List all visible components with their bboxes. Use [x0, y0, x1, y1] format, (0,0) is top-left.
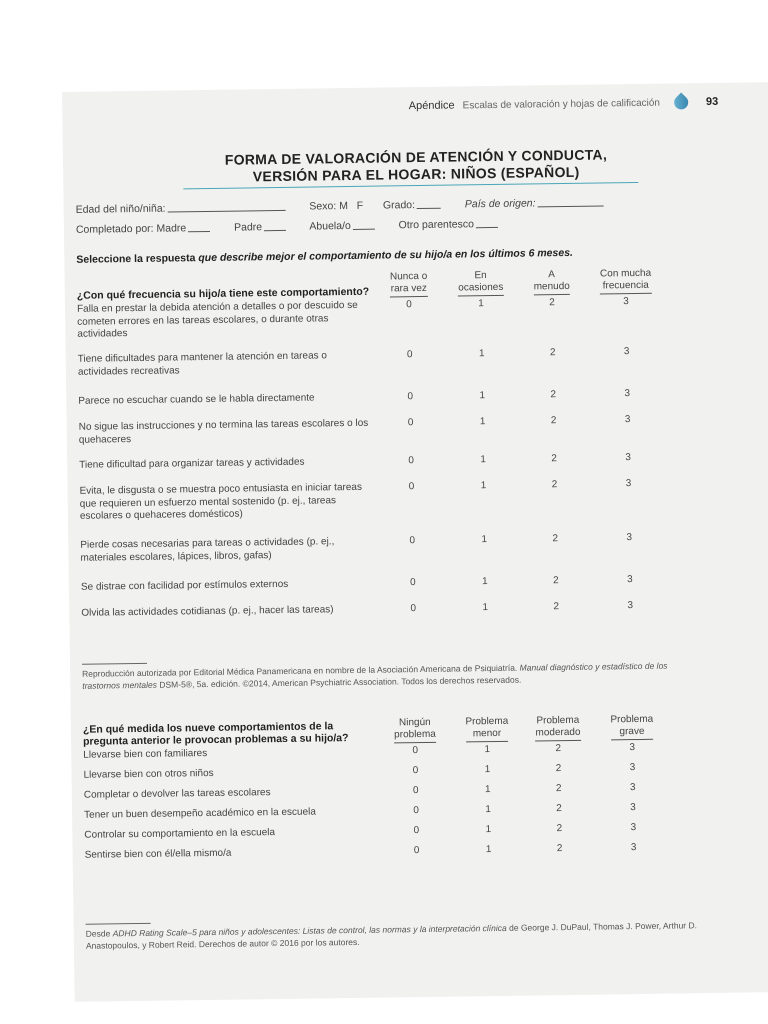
- copyright-note-dsm: [82, 659, 706, 692]
- impairment-score-option[interactable]: 0: [412, 765, 419, 777]
- frequency-score-option[interactable]: 2: [552, 533, 559, 545]
- impairment-score-option[interactable]: 2: [556, 803, 562, 815]
- impairment-score-option[interactable]: 2: [555, 783, 562, 795]
- frequency-score-option[interactable]: 3: [623, 296, 629, 308]
- frequency-score-option[interactable]: 0: [409, 535, 416, 547]
- country-label: País de origen:: [464, 197, 536, 211]
- instructions: [76, 245, 710, 266]
- frequency-score-option[interactable]: 1: [478, 348, 485, 360]
- frequency-score-option[interactable]: 1: [479, 390, 486, 402]
- frequency-score-option[interactable]: 2: [550, 415, 557, 427]
- frequency-item-text: Evita, le disgusta o se muestra poco entusiasta en iniciar tareas que requieren un esfuerzo mental sostenido (p. ej., tareas escolares o quehaceres domésticos): [79, 481, 363, 522]
- frequency-score-option[interactable]: 3: [623, 346, 630, 358]
- form-page: [62, 82, 768, 1002]
- header-subtitle: Escalas de valoración y hojas de calificación: [462, 97, 661, 111]
- impairment-header-col-3: Problema grave: [591, 714, 673, 743]
- frequency-score-option[interactable]: 3: [625, 452, 632, 464]
- frequency-score-option[interactable]: 3: [627, 600, 634, 612]
- impairment-header-col-1: Problema menor: [449, 716, 525, 745]
- impairment-question: ¿En qué medida los nueve comportamientos de la pregunta anterior le provocan problemas a su hijo/a?: [82, 720, 349, 748]
- grandparent-field[interactable]: [353, 229, 375, 230]
- frequency-score-option[interactable]: 2: [549, 347, 556, 359]
- frequency-score-option[interactable]: 3: [626, 532, 633, 544]
- note1-text-b: DSM-5®, 5a. edición. ©2014, American Psychiatric Association. Todos los derechos reservados.: [159, 674, 522, 690]
- frequency-question: ¿Con qué frecuencia su hijo/a tiene este comportamiento?: [76, 285, 370, 302]
- mother-field[interactable]: [188, 231, 210, 232]
- frequency-score-option[interactable]: 0: [410, 603, 417, 615]
- impairment-score-option[interactable]: 1: [485, 804, 491, 816]
- frequency-score-option[interactable]: 0: [406, 349, 413, 361]
- age-field[interactable]: [168, 210, 286, 213]
- instruction-emphasis: que describe mejor el comportamiento de su hijo/a en los últimos 6 meses.: [198, 246, 573, 265]
- impairment-header-col-0: Ningún problema: [381, 717, 449, 746]
- frequency-header-col-2: A menudo: [519, 269, 585, 298]
- frequency-score-option[interactable]: 3: [624, 388, 631, 400]
- frequency-item-text: Parece no escuchar cuando se le habla directamente: [78, 392, 315, 407]
- frequency-row: [77, 296, 668, 354]
- frequency-item-text: Olvida las actividades cotidianas (p. ej., hacer las tareas): [81, 604, 334, 619]
- father-field[interactable]: [264, 230, 286, 231]
- impairment-score-option[interactable]: 2: [555, 743, 562, 755]
- grade-label: Grado:: [382, 199, 416, 212]
- frequency-header-col-0: Nunca o rara vez: [375, 271, 443, 300]
- frequency-item-text: Tiene dificultades para mantener la atención en tareas o actividades recreativas: [77, 350, 328, 378]
- frequency-item-text: Pierde cosas necesarias para tareas o actividades (p. ej., materiales escolares, lápices, libros, gafas): [80, 536, 335, 564]
- header-section: Apéndice: [408, 99, 455, 113]
- frequency-item-text: Se distrae con facilidad por estímulos externos: [80, 578, 289, 593]
- frequency-score-option[interactable]: 3: [625, 478, 632, 490]
- form-title: [63, 144, 768, 188]
- other-relative-label: Otro parentesco: [398, 218, 475, 232]
- impairment-score-option[interactable]: 0: [413, 825, 420, 837]
- note2-italic-title: ADHD Rating Scale–5 para niños y adolescentes: Listas de control, las normas y la interpretación clínica: [112, 922, 507, 939]
- frequency-item-text: Falla en prestar la debida atención a detalles o por descuido se cometen errores en las tareas escolares, o durante otras actividades: [76, 299, 358, 340]
- impairment-score-option[interactable]: 0: [413, 805, 419, 817]
- sex-option-f[interactable]: F: [356, 199, 364, 212]
- frequency-score-option[interactable]: 0: [408, 481, 415, 493]
- form-title-line-2: VERSIÓN PARA EL HOGAR: NIÑOS (ESPAÑOL): [252, 163, 580, 185]
- frequency-score-option[interactable]: 2: [551, 453, 558, 465]
- frequency-score-option[interactable]: 2: [549, 297, 555, 309]
- grandparent-label: Abuela/o: [309, 219, 351, 233]
- impairment-score-option[interactable]: 1: [485, 824, 492, 836]
- scan-margin: [0, 0, 62, 1024]
- frequency-score-option[interactable]: 0: [410, 577, 416, 589]
- impairment-score-option[interactable]: 3: [630, 802, 636, 814]
- frequency-score-option[interactable]: 0: [408, 455, 415, 467]
- form-title-line-1: FORMA DE VALORACIÓN DE ATENCIÓN Y CONDUCTA,: [224, 146, 608, 168]
- instruction-prefix: Seleccione la respuesta: [76, 252, 196, 266]
- note1-italic-title: Manual diagnóstico y estadístico de los trastornos mentales: [82, 660, 668, 691]
- frequency-score-option[interactable]: 0: [407, 391, 414, 403]
- impairment-score-option[interactable]: 0: [413, 845, 420, 857]
- completed-by-mother-label: Completado por: Madre: [75, 222, 187, 236]
- sex-option-m[interactable]: M: [339, 200, 348, 213]
- frequency-score-option[interactable]: 3: [627, 574, 633, 586]
- frequency-row: [79, 478, 670, 540]
- impairment-item-text: Tener un buen desempeño académico en la escuela: [84, 806, 316, 821]
- grade-field[interactable]: [417, 208, 441, 209]
- note-divider-2: [86, 923, 151, 925]
- impairment-header-col-2: Problema moderado: [525, 715, 591, 744]
- field-row-completed-by: [76, 218, 502, 236]
- impairment-score-option[interactable]: 1: [484, 744, 491, 756]
- frequency-score-option[interactable]: 1: [480, 480, 487, 492]
- impairment-item-text: Completar o devolver las tareas escolares: [83, 787, 271, 801]
- impairment-score-option[interactable]: 1: [484, 784, 491, 796]
- impairment-score-option[interactable]: 3: [630, 842, 637, 854]
- copyright-note-adhd: [86, 919, 710, 952]
- note-divider-1: [82, 663, 147, 665]
- frequency-header-col-1: En ocasiones: [443, 270, 519, 299]
- frequency-item-text: No sigue las instrucciones y no termina las tareas escolares o los quehaceres: [78, 417, 369, 446]
- frequency-table: [77, 268, 672, 634]
- impairment-table: [83, 714, 675, 870]
- impairment-item-text: Llevarse bien con otros niños: [83, 767, 214, 781]
- impairment-item-text: Controlar su comportamiento en la escuela: [84, 827, 276, 841]
- impairment-item-text: Llevarse bien con familiares: [83, 748, 208, 761]
- impairment-score-option[interactable]: 2: [556, 823, 563, 835]
- frequency-score-option[interactable]: 2: [553, 601, 560, 613]
- frequency-score-option[interactable]: 0: [407, 417, 414, 429]
- note2-text-a: Desde: [85, 928, 111, 939]
- frequency-score-option[interactable]: 1: [482, 576, 488, 588]
- field-row-child-info: [76, 196, 608, 215]
- impairment-score-option[interactable]: 2: [556, 843, 563, 855]
- country-field[interactable]: [538, 205, 604, 207]
- impairment-item-text: Sentirse bien con él/ella mismo/a: [84, 847, 232, 861]
- page-header: [409, 95, 719, 113]
- frequency-score-option[interactable]: 1: [481, 534, 488, 546]
- impairment-score-option[interactable]: 3: [630, 822, 637, 834]
- frequency-score-option[interactable]: 2: [551, 479, 558, 491]
- impairment-score-option[interactable]: 3: [629, 782, 636, 794]
- page-number: 93: [705, 95, 719, 109]
- impairment-score-option[interactable]: 1: [484, 764, 491, 776]
- frequency-score-option[interactable]: 1: [479, 416, 486, 428]
- frequency-score-option[interactable]: 2: [550, 389, 557, 401]
- frequency-score-option[interactable]: 1: [480, 454, 487, 466]
- sex-label: Sexo:: [309, 200, 337, 213]
- frequency-item-text: Tiene dificultad para organizar tareas y actividades: [79, 456, 305, 471]
- frequency-score-option[interactable]: 3: [624, 414, 631, 426]
- water-drop-icon: [671, 92, 691, 112]
- other-relative-field[interactable]: [476, 227, 498, 228]
- note1-text-a: Reproducción autorizada por Editorial Médica Panamericana en nombre de la Asociación Americana de Psiquiatría.: [82, 662, 518, 679]
- note2-text-b: de George J. DuPaul, Thomas J. Power, Arthur D. Anastopoulos, y Robert Reid. Derechos de autor © 2016 por los autores.: [85, 920, 698, 951]
- frequency-score-option[interactable]: 0: [406, 299, 412, 311]
- frequency-header-col-3: Con mucha frecuencia: [585, 268, 667, 297]
- impairment-score-option[interactable]: 3: [629, 742, 636, 754]
- impairment-score-option[interactable]: 1: [485, 844, 492, 856]
- impairment-score-option[interactable]: 0: [412, 785, 419, 797]
- frequency-score-option[interactable]: 2: [553, 575, 559, 587]
- age-label: Edad del niño/niña:: [75, 202, 166, 216]
- impairment-score-option[interactable]: 2: [555, 763, 562, 775]
- frequency-score-option[interactable]: 1: [478, 298, 484, 310]
- impairment-score-option[interactable]: 0: [412, 745, 419, 757]
- impairment-score-option[interactable]: 3: [629, 762, 636, 774]
- frequency-score-option[interactable]: 1: [482, 602, 489, 614]
- father-label: Padre: [233, 221, 263, 234]
